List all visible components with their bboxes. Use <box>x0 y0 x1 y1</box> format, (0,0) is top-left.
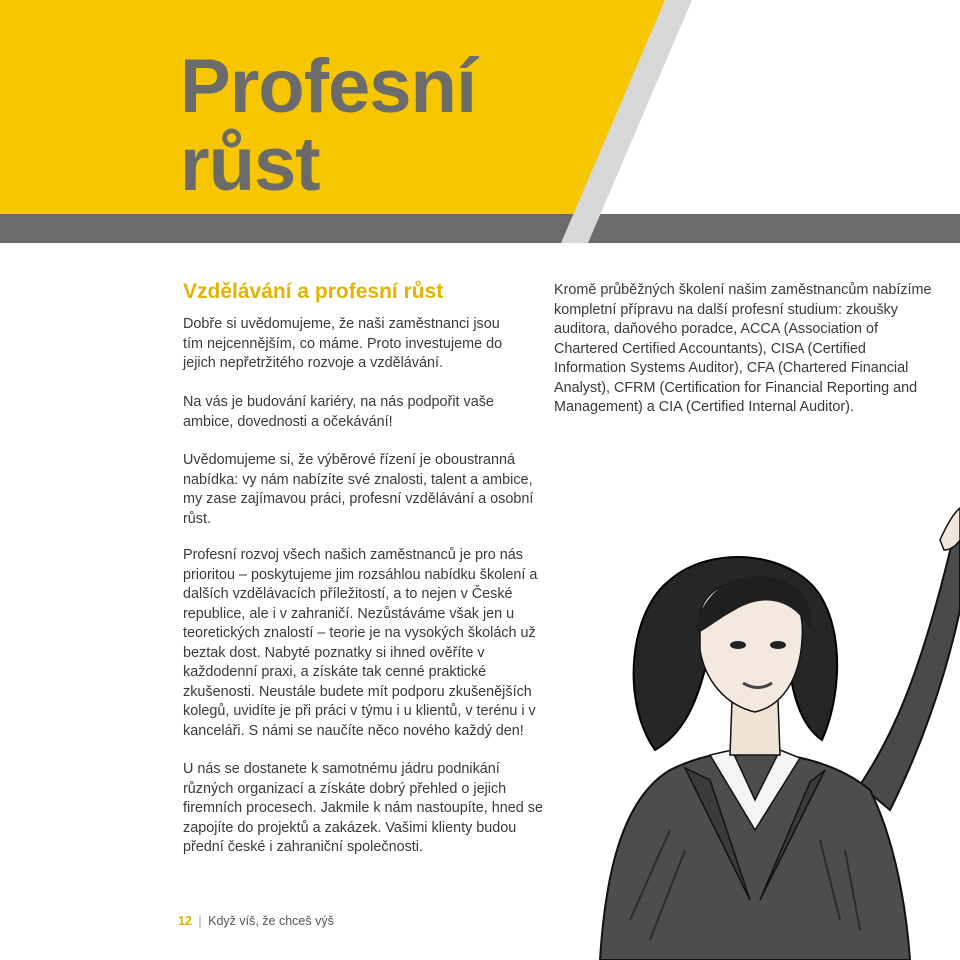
header-band <box>0 0 960 245</box>
footer-slogan: Když víš, že chceš výš <box>208 914 334 928</box>
paragraph-selection: Uvědomujeme si, že výběrové řízení je oboustranná nabídka: vy nám nabízíte své znalosti, talent a ambice, my zase zajímavou práci, profesní vzdělávání a osobní růst. <box>183 452 534 527</box>
illustration-hand <box>940 508 960 550</box>
footer-separator: | <box>198 914 202 928</box>
paragraph-intro: Dobře si uvědomujeme, že naši zaměstnanci jsou tím nejcennějším, co máme. Proto investujeme do jejich nepřetržitého rozvoje a vzdělávání. <box>183 316 503 371</box>
header-gray-band <box>0 214 960 243</box>
paragraph-clients: U nás se dostanete k samotnému jádru podnikání různých organizací a získáte dobrý přehled o jejich firemních procesech. Jakmile k nám nastoupíte, hned se zapojíte do projektů a zakázek. Vašimi klienty budou přední české i zahraniční společnosti. <box>183 761 543 855</box>
page-title-line2: růst <box>180 122 320 207</box>
illustration-arm <box>860 520 960 810</box>
illustration-eye-right <box>770 641 786 649</box>
page-title-line1: Profesní <box>180 44 477 129</box>
woman-illustration <box>560 500 960 960</box>
illustration-eye-left <box>730 641 746 649</box>
paragraph-career: Na vás je budování kariéry, na nás podpořit vaše ambice, dovednosti a očekávání! <box>183 394 494 430</box>
page-footer <box>178 914 334 928</box>
paragraph-development: Profesní rozvoj všech našich zaměstnanců je pro nás prioritou – poskytujeme jim rozsáhlou nabídku školení a dalších vzdělávacích příležitostí, a to nejen v České republice, ale i v zahraničí. Nezůstáváme však jen u teoretických znalostí – teorie je na vysokých školách už beztak dost. Nabyté poznatky si ihned ověříte v každodenní praxi, a získáte tak cenné praktické zkušenosti. Neustále budete mít podporu zkušenějších kolegů, uvidíte je při práci v týmu i u klientů, v terénu i v kanceláři. S námi se naučíte něco nového každý den! <box>183 547 538 739</box>
section-heading: Vzdělávání a profesní růst <box>183 280 444 303</box>
page-number: 12 <box>178 914 192 928</box>
page-title <box>180 44 477 207</box>
paragraph-certifications: Kromě průběžných školení našim zaměstnancům nabízíme kompletní přípravu na další profesní studium: zkoušky auditora, daňového poradce, ACCA (Association of Chartered Certified Accountants), CISA (Certified Information Systems Auditor), CFA (Chartered Financial Analyst), CFRM (Certification for Financial Reporting and Management) a CIA (Certified Internal Auditor). <box>554 282 932 415</box>
